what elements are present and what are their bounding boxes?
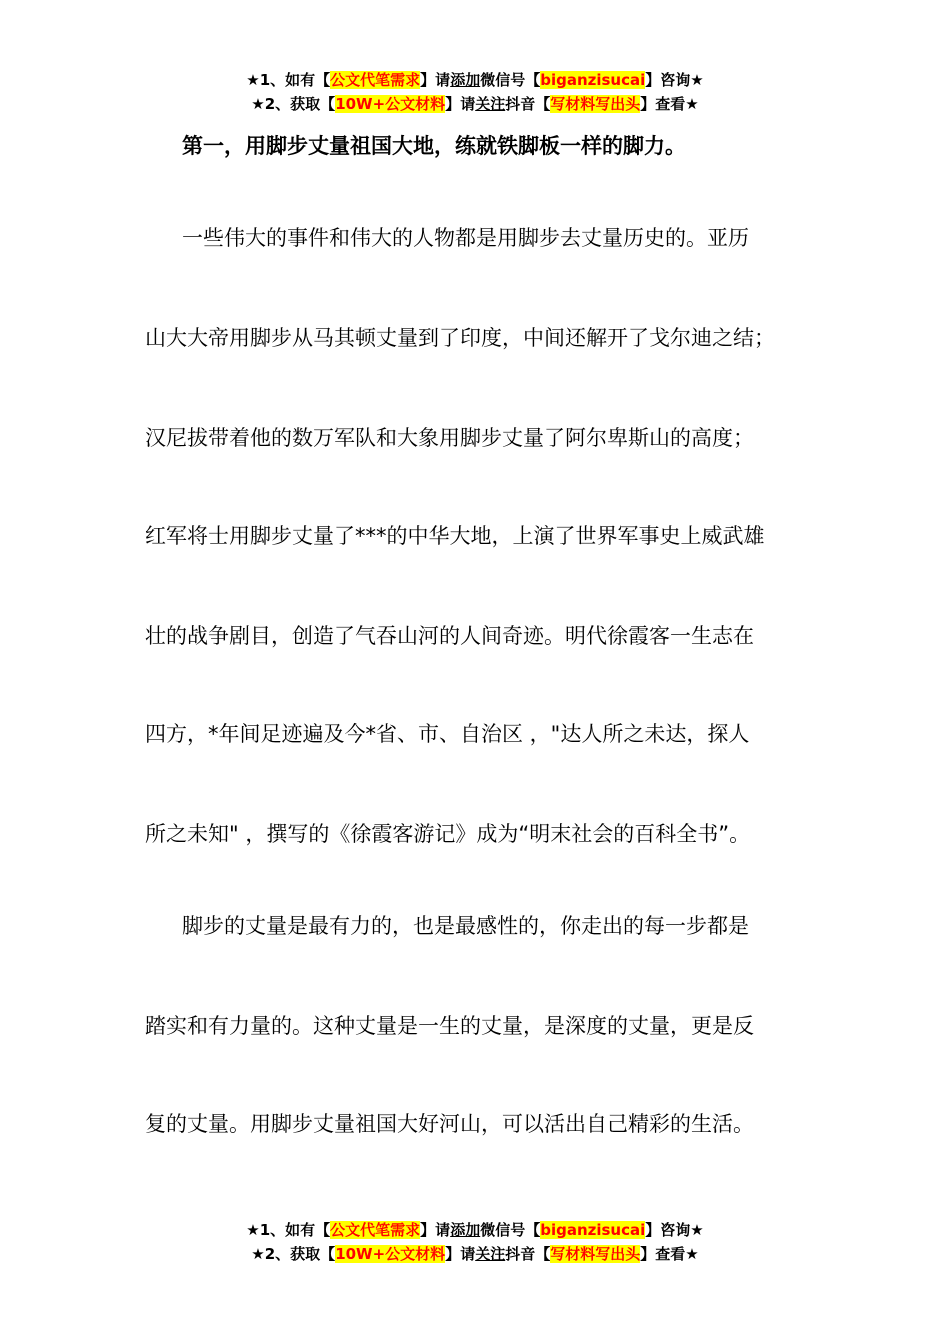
promo-underline: 添加 (450, 1221, 481, 1239)
header-promo-line-1 (0, 68, 950, 92)
promo-highlight: 10W+公文材料 (335, 1245, 446, 1263)
body-line: 壮的战争剧目，创造了气吞山河的人间奇迹。明代徐霞客一生志在 (145, 624, 754, 648)
promo-text: 微信号【 (480, 71, 541, 89)
body-line: 所之未知" ，撰写的《徐霞客游记》成为“明末社会的百科全书”。 (145, 822, 751, 846)
footer-promo-line-2 (0, 1242, 950, 1266)
promo-highlight: 10W+公文材料 (335, 95, 446, 113)
body-line: 汉尼拔带着他的数万军队和大象用脚步丈量了阿尔卑斯山的高度； (145, 426, 754, 450)
promo-wechat-id: biganzisucai (540, 71, 646, 89)
promo-underline: 关注 (475, 1245, 506, 1263)
body-line: 踏实和有力量的。这种丈量是一生的丈量，是深度的丈量，更是反 (145, 1014, 754, 1038)
promo-text: 抖音【 (505, 1245, 551, 1263)
promo-text: 】请 (420, 71, 451, 89)
promo-text: 抖音【 (505, 95, 551, 113)
header-promo-line-2 (0, 92, 950, 116)
promo-text: ★2、获取【 (251, 1245, 336, 1263)
body-line: 脚步的丈量是最有力的，也是最感性的，你走出的每一步都是 (182, 914, 749, 938)
promo-text: 】查看★ (640, 95, 699, 113)
promo-wechat-id: biganzisucai (540, 1221, 646, 1239)
promo-douyin-id: 写材料写出头 (550, 95, 641, 113)
promo-text: 】请 (445, 95, 476, 113)
body-line: 四方，*年间足迹遍及今*省、市、自治区 ，"达人所之未达，探人 (145, 722, 750, 746)
promo-text: 】查看★ (640, 1245, 699, 1263)
promo-douyin-id: 写材料写出头 (550, 1245, 641, 1263)
promo-text: 】咨询★ (645, 71, 704, 89)
promo-underline: 关注 (475, 95, 506, 113)
section-heading: 第一，用脚步丈量祖国大地，练就铁脚板一样的脚力。 (182, 134, 686, 158)
body-line: 一些伟大的事件和伟大的人物都是用脚步去丈量历史的。亚历 (182, 226, 749, 250)
promo-text: ★2、获取【 (251, 95, 336, 113)
footer-promo-line-1 (0, 1218, 950, 1242)
promo-text: ★1、如有【 (246, 71, 331, 89)
promo-text: 】请 (445, 1245, 476, 1263)
promo-text: 】咨询★ (645, 1221, 704, 1239)
promo-text: 】请 (420, 1221, 451, 1239)
body-line: 红军将士用脚步丈量了***的中华大地，上演了世界军事史上威武雄 (145, 524, 765, 548)
body-line: 复的丈量。用脚步丈量祖国大好河山，可以活出自己精彩的生活。 (145, 1112, 754, 1136)
promo-highlight: 公文代笔需求 (330, 1221, 421, 1239)
promo-text: 微信号【 (480, 1221, 541, 1239)
body-line: 山大大帝用脚步从马其顿丈量到了印度，中间还解开了戈尔迪之结； (145, 326, 775, 350)
promo-highlight: 公文代笔需求 (330, 71, 421, 89)
promo-text: ★1、如有【 (246, 1221, 331, 1239)
promo-underline: 添加 (450, 71, 481, 89)
